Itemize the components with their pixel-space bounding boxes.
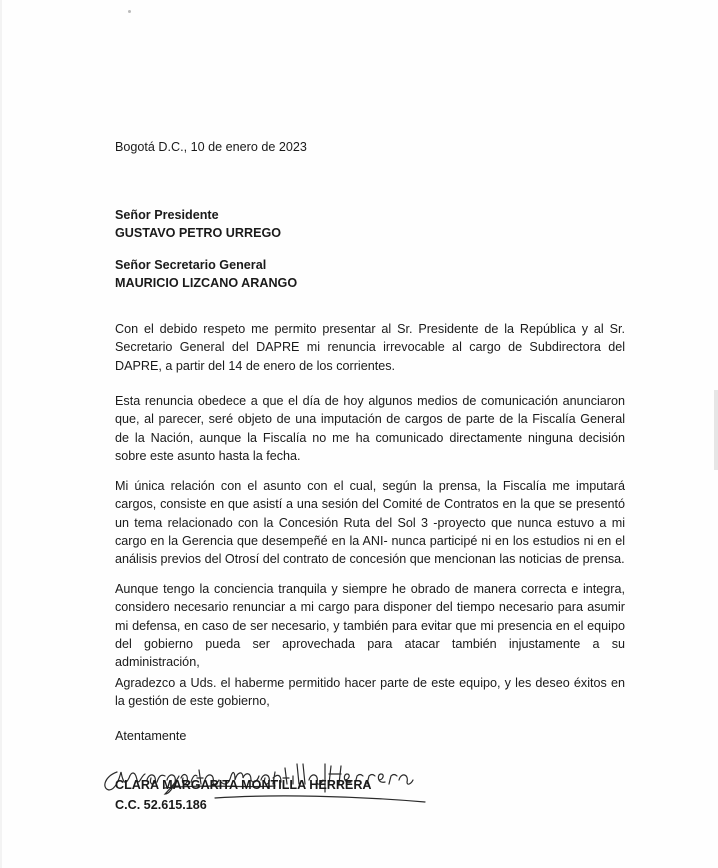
recipient-salutation: Señor Presidente: [115, 208, 219, 222]
signature-block: [95, 758, 455, 818]
signer-id: C.C. 52.615.186: [115, 798, 207, 812]
signer-name: CLARA MARGARITA MONTILLA HERRERA: [115, 778, 372, 792]
paragraph-4: Aunque tengo la conciencia tranquila y siempre he obrado de manera correcta e integra, considero necesario renunciar a mi cargo para disponer del tiempo necesario para asumir mi defensa, en caso de ser necesario, y también para evitar que mi presencia en el equipo del gobierno pueda ser aprovechada para atacar también injustamente a su administración,: [115, 582, 625, 670]
recipient-name: GUSTAVO PETRO URREGO: [115, 226, 282, 241]
paragraph-5: Agradezco a Uds. el haberme permitido hacer parte de este equipo, y les deseo éxitos en la gestión de este gobierno,: [115, 676, 625, 709]
paragraph-3: Mi única relación con el asunto con el cual, según la prensa, la Fiscalía me imputará cargos, consiste en que asistí a una sesión del Comité de Contratos en la que se presentó un tema relacionado con la Concesión Ruta del Sol 3 -proyecto que nunca estuvo a mi cargo en la Gerencia que desempeñé en la ANI- nunca participé ni en los estudios ni en el análisis previos del Otrosí del contrato de concesión que mencionan las noticias de prensa.: [115, 479, 625, 567]
recipient-salutation: Señor Secretario General: [115, 258, 267, 272]
paragraph-1: Con el debido respeto me permito presentar al Sr. Presidente de la República y al Sr. Secretario General del DAPRE mi renuncia irrevocable al cargo de Subdirectora del DAPRE, a partir del 14 de enero de los corrientes.: [115, 322, 625, 373]
closing: Atentamente: [115, 729, 187, 743]
scan-speck: [128, 10, 131, 13]
place-date: Bogotá D.C., 10 de enero de 2023: [115, 140, 307, 154]
scan-edge-left: [0, 0, 2, 868]
recipient-2: [115, 256, 625, 293]
scan-edge-right: [714, 390, 718, 470]
recipient-name: MAURICIO LIZCANO ARANGO: [115, 276, 298, 291]
paragraph-2: Esta renuncia obedece a que el día de hoy algunos medios de comunicación anunciaron que, al parecer, seré objeto de una imputación de cargos de parte de la Fiscalía General de la Nación, aunque la Fiscalía no me ha comunicado directamente ninguna decisión sobre este asunto hasta la fecha.: [115, 394, 625, 463]
recipient-1: [115, 206, 625, 243]
